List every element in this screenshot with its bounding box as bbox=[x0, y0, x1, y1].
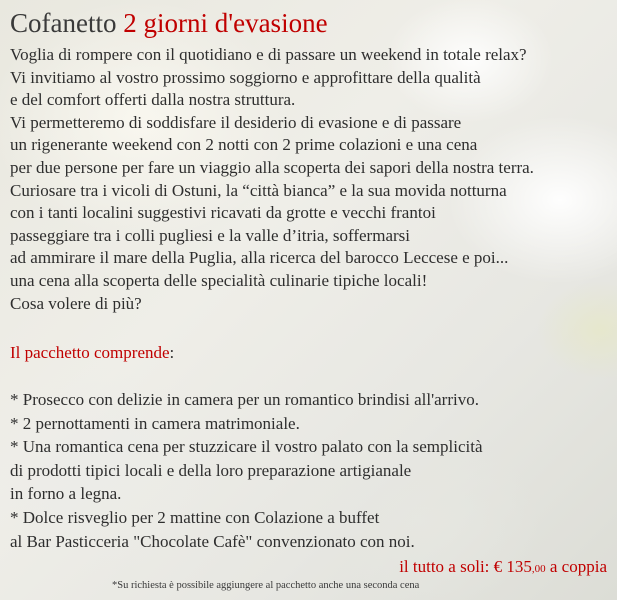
intro-line: Vi invitiamo al vostro prossimo soggiorno e approfittare della qualità bbox=[10, 67, 481, 87]
intro-line: e del comfort offerti dalla nostra struttura. bbox=[10, 90, 296, 110]
package-heading bbox=[10, 342, 174, 364]
package-item-line: al Bar Pasticceria "Chocolate Cafè" convenzionato con noi. bbox=[10, 531, 415, 551]
package-items bbox=[10, 388, 483, 553]
package-heading-text: Il pacchetto comprende bbox=[10, 343, 170, 362]
price-line bbox=[399, 556, 607, 580]
package-item-line: * 2 pernottamenti in camera matrimoniale. bbox=[10, 413, 300, 433]
price-suffix: a coppia bbox=[545, 557, 607, 576]
intro-line: Voglia di rompere con il quotidiano e di passare un weekend in totale relax? bbox=[10, 45, 527, 64]
intro-line: ad ammirare il mare della Puglia, alla ricerca del barocco Leccese e poi... bbox=[10, 248, 509, 268]
intro-line: per due persone per fare un viaggio alla scoperta dei sapori della nostra terra. bbox=[10, 157, 534, 177]
package-item-line: in forno a legna. bbox=[10, 484, 122, 504]
intro-line: un rigenerante weekend con 2 notti con 2 prime colazioni e una cena bbox=[10, 135, 478, 155]
intro-line: passeggiare tra i colli pugliesi e la valle d’itria, soffermarsi bbox=[10, 225, 410, 245]
intro-line: con i tanti localini suggestivi ricavati da grotte e vecchi frantoi bbox=[10, 203, 436, 223]
title-highlight: 2 giorni d'evasione bbox=[123, 8, 328, 38]
package-item-line: di prodotti tipici locali e della loro preparazione artigianale bbox=[10, 460, 412, 480]
package-item-line: * Dolce risveglio per 2 mattine con Colazione a buffet bbox=[10, 507, 380, 527]
intro-line: Vi permetteremo di soddisfare il desiderio di evasione e di passare bbox=[10, 112, 462, 132]
package-item-line: * Una romantica cena per stuzzicare il vostro palato con la semplicità bbox=[10, 437, 483, 457]
price-main: il tutto a soli: € 135 bbox=[399, 557, 532, 576]
page-title bbox=[10, 6, 328, 40]
intro-paragraph bbox=[10, 44, 534, 315]
intro-line: Curiosare tra i vicoli di Ostuni, la “città bianca” e la sua movida notturna bbox=[10, 180, 507, 200]
intro-line: una cena alla scoperta delle specialità culinarie tipiche locali! bbox=[10, 270, 428, 290]
package-heading-colon: : bbox=[169, 343, 175, 362]
package-item-line: * Prosecco con delizie in camera per un romantico brindisi all'arrivo. bbox=[10, 390, 479, 409]
title-prefix: Cofanetto bbox=[10, 8, 124, 38]
price-cents: ,00 bbox=[531, 563, 546, 575]
footnote: *Su richiesta è possibile aggiungere al pacchetto anche una seconda cena bbox=[112, 580, 420, 591]
intro-line: Cosa volere di più? bbox=[10, 293, 142, 313]
